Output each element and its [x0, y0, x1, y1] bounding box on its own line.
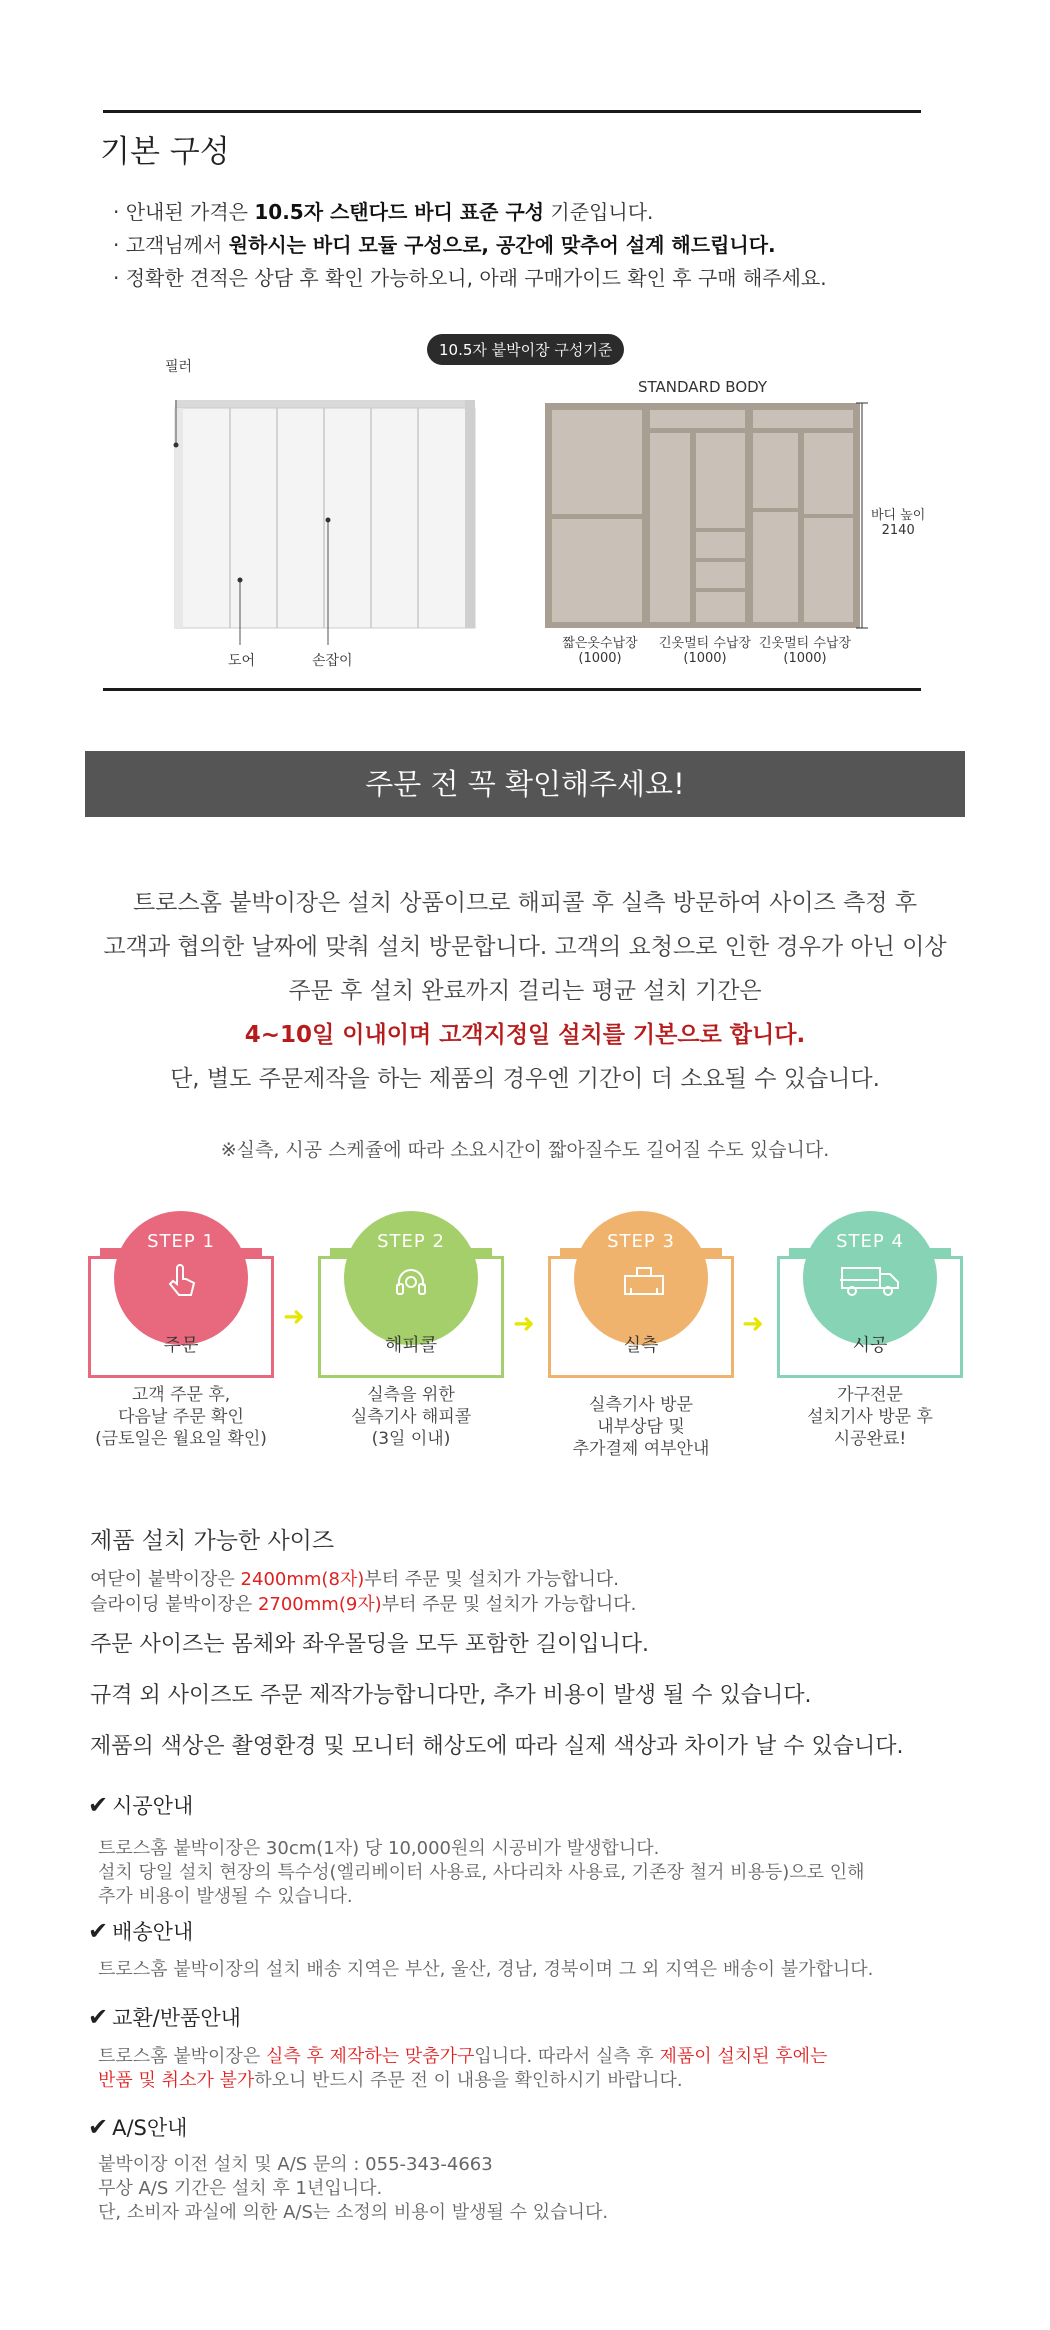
notice-line-4: 4~10일 이내이며 고객지정일 설치를 기본으로 합니다.	[244, 1022, 806, 1048]
hand-pointer-icon	[161, 1262, 201, 1306]
as-guide-line-3: 단, 소비자 과실에 의한 A/S는 소정의 비용이 발생될 수 있습니다.	[98, 2202, 609, 2223]
exchange-guide-line-1: 트로스홈 붙박이장은 실측 후 제작하는 맞춤가구입니다. 따라서 실측 후 제품이 설치된 후에는	[98, 2046, 828, 2067]
label-handle: 손잡이	[312, 653, 353, 669]
headset-icon	[391, 1262, 431, 1306]
tape-measure-icon	[621, 1262, 667, 1306]
wardrobe-front-diagram	[150, 380, 490, 650]
bullet-1: · 안내된 가격은 10.5자 스탠다드 바디 표준 구성 기준입니다.	[113, 200, 654, 224]
hinged-size-text: 여닫이 붙박이장은 2400mm(8자)부터 주문 및 설치가 가능합니다.	[90, 1569, 619, 1590]
exchange-guide-title: ✔ 교환/반품안내	[88, 2003, 241, 2031]
truck-icon	[838, 1262, 902, 1302]
step-number: STEP 3	[607, 1231, 675, 1252]
step-number: STEP 4	[836, 1231, 904, 1252]
label-door: 도어	[228, 653, 256, 669]
exchange-guide-line-2: 반품 및 취소가 불가하오니 반드시 주문 전 이 내용을 확인하시기 바랍니다.	[98, 2070, 683, 2091]
step-label: 주문	[163, 1335, 199, 1356]
as-guide-line-1: 붙박이장 이전 설치 및 A/S 문의 : 055-343-4663	[98, 2154, 493, 2175]
step-label: 시공	[852, 1335, 888, 1356]
body-height-label: 바디 높이 2140	[871, 508, 926, 538]
arrow-icon: ➜	[283, 1302, 305, 1332]
check-icon: ✔	[88, 1791, 109, 1819]
step-description: 고객 주문 후, 다음날 주문 확인 (금토일은 월요일 확인)	[95, 1385, 267, 1449]
sizes-title: 제품 설치 가능한 사이즈	[90, 1528, 335, 1554]
install-guide-line-3: 추가 비용이 발생될 수 있습니다.	[98, 1886, 353, 1907]
install-guide-line-1: 트로스홈 붙박이장은 30cm(1자) 당 10,000원의 시공비가 발생합니다.	[98, 1838, 660, 1859]
sliding-size-text: 슬라이딩 붙박이장은 2700mm(9자)부터 주문 및 설치가 가능합니다.	[90, 1594, 637, 1615]
wardrobe-interior-diagram	[540, 398, 870, 633]
notice-banner: 주문 전 꼭 확인해주세요!	[85, 751, 965, 817]
size-note-2: 규격 외 사이즈도 주문 제작가능합니다만, 추가 비용이 발생 될 수 있습니다.	[90, 1683, 812, 1708]
cabinet-3-label: 긴옷멀티 수납장 (1000)	[758, 636, 852, 666]
notice-note: ※실측, 시공 스케쥴에 따라 소요시간이 짧아질수도 길어질 수도 있습니다.	[220, 1139, 830, 1161]
notice-line-3: 주문 후 설치 완료까지 걸리는 평균 설치 기간은	[288, 978, 762, 1004]
notice-line-5: 단, 별도 주문제작을 하는 제품의 경우엔 기간이 더 소요될 수 있습니다.	[170, 1066, 880, 1092]
size-note-1: 주문 사이즈는 몸체와 좌우몰딩을 모두 포함한 길이입니다.	[90, 1632, 650, 1657]
standard-body-label: STANDARD BODY	[638, 378, 768, 396]
install-guide-title: ✔ 시공안내	[88, 1791, 194, 1819]
step-description: 실측기사 방문 내부상담 및 추가결제 여부안내	[572, 1395, 710, 1459]
cabinet-2-label: 긴옷멀티 수납장 (1000)	[658, 636, 752, 666]
step-label: 해피콜	[384, 1335, 438, 1356]
cabinet-1-label: 짧은옷수납장 (1000)	[562, 636, 638, 666]
bottom-divider	[103, 688, 921, 691]
notice-line-1: 트로스홈 붙박이장은 설치 상품이므로 해피콜 후 실측 방문하여 사이즈 측정 후	[132, 890, 918, 916]
step-description: 가구전문 설치기사 방문 후 시공완료!	[807, 1385, 933, 1449]
top-divider	[103, 110, 921, 113]
label-filler: 필러	[165, 359, 193, 375]
notice-line-2: 고객과 협의한 날짜에 맞춰 설치 방문합니다. 고객의 요청으로 인한 경우가 아닌 이상	[103, 934, 947, 960]
as-guide-line-2: 무상 A/S 기간은 설치 후 1년입니다.	[98, 2178, 383, 2199]
bullet-3: · 정확한 견적은 상담 후 확인 가능하오니, 아래 구매가이드 확인 후 구매 해주세요.	[113, 266, 827, 290]
arrow-icon: ➜	[742, 1309, 764, 1339]
check-icon: ✔	[88, 2003, 109, 2031]
delivery-guide-line-1: 트로스홈 붙박이장의 설치 배송 지역은 부산, 울산, 경남, 경북이며 그 외 지역은 배송이 불가합니다.	[98, 1959, 874, 1980]
section-title-basic: 기본 구성	[100, 134, 230, 170]
step-number: STEP 2	[377, 1231, 445, 1252]
check-icon: ✔	[88, 2113, 109, 2141]
size-note-3: 제품의 색상은 촬영환경 및 모니터 해상도에 따라 실제 색상과 차이가 날 수 있습니다.	[90, 1734, 904, 1759]
arrow-icon: ➜	[513, 1309, 535, 1339]
step-label: 실측	[623, 1335, 659, 1356]
install-guide-line-2: 설치 당일 설치 현장의 특수성(엘리베이터 사용료, 사다리차 사용료, 기존장 철거 비용등)으로 인해	[98, 1862, 865, 1883]
bullet-2: · 고객님께서 원하시는 바디 모듈 구성으로, 공간에 맞추어 설계 해드립니다.	[113, 233, 776, 257]
check-icon: ✔	[88, 1917, 109, 1945]
delivery-guide-title: ✔ 배송안내	[88, 1917, 194, 1945]
step-number: STEP 1	[147, 1231, 215, 1252]
step-description: 실측을 위한 실측기사 해피콜 (3일 이내)	[350, 1385, 472, 1449]
as-guide-title: ✔ A/S안내	[88, 2113, 188, 2141]
composition-badge: 10.5자 붙박이장 구성기준	[427, 334, 624, 365]
